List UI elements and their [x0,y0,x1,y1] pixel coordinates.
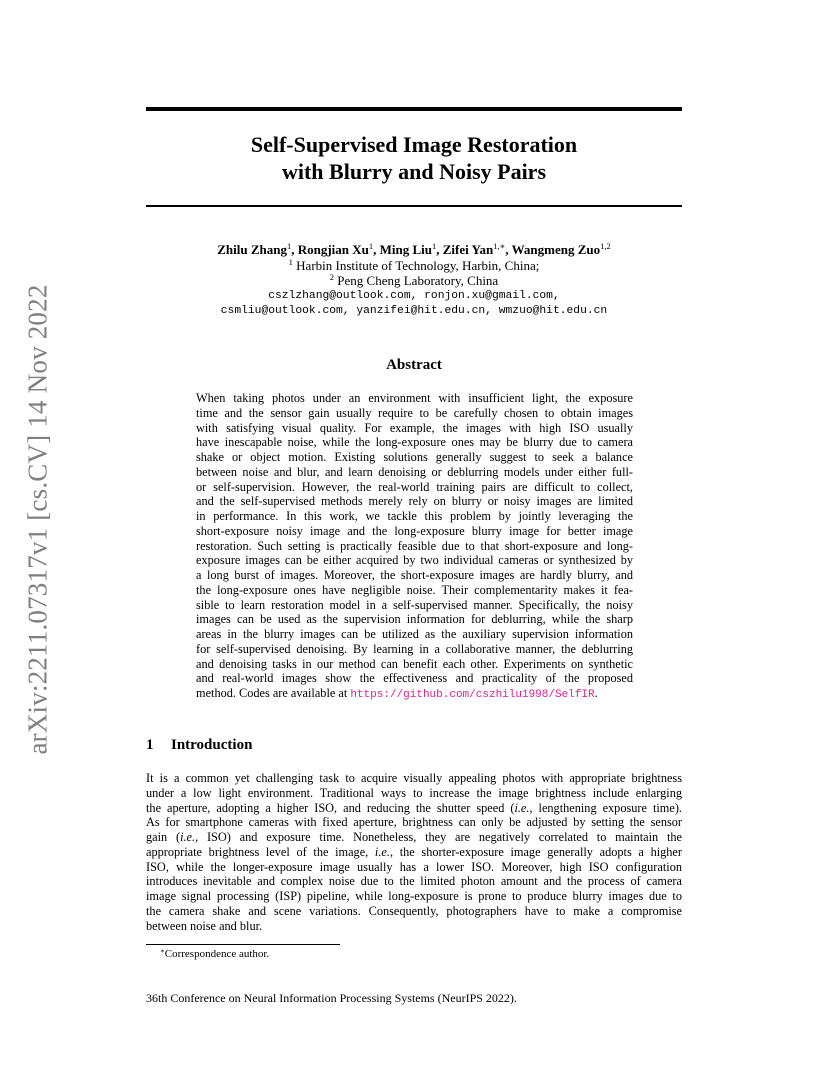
text-run: It is a common yet challenging task to acquire visually appealing photos with appropriate brightness [146,771,682,785]
abstract-line: the long-exposure ones have negligible noise. Their complementarity makes it fea- [196,582,633,597]
author-name: Zhilu Zhang [217,242,287,257]
abstract-line: sible to learn restoration model in a self-supervised manner. Specifically, the noisy [196,597,633,612]
introduction-line [146,845,682,860]
abstract-body [196,391,633,686]
abstract-line: and the self-supervised methods merely rely on blurry or noisy images are limited [196,494,633,509]
abstract-line: images can be used as the supervision information for deblurring, while the sharp [196,612,633,627]
text-run: , ISO) and exposure time. Nonetheless, they are negatively correlated to maintain the [195,830,682,844]
author-separator: , [505,242,512,257]
title-line-2: with Blurry and Noisy Pairs [281,159,547,184]
title-rule-top [146,107,682,111]
abstract-heading: Abstract [386,357,442,373]
italic-text: i.e. [180,830,196,844]
abstract-last-line-prefix: method. Codes are available at [196,686,351,700]
author-name: Rongjian Xu [297,242,369,257]
text-run: As for smartphone cameras with fixed aperture, brightness can only be adjusted by setting the sensor [146,815,682,830]
introduction-line [146,771,682,786]
text-run: the aperture, adopting a higher ISO, and reducing the shutter speed ( [146,800,515,815]
footnote-rule [146,944,340,945]
introduction-line [146,786,682,801]
text-run: the camera shake and scene variations. Consequently, photographers have to make a compromise [146,903,682,918]
author-separator: , [436,242,443,257]
footnote-marker: ∗ [160,947,165,955]
author-separator: , [291,242,298,257]
introduction-body [146,771,682,933]
abstract-line: for self-supervised denoising. By learning in a collaborative manner, the deblurring [196,641,633,656]
abstract-line: with satisfying visual quality. For example, the images with high ISO usually [196,420,633,435]
abstract-line: shake or object motion. Existing solutions generally suggest to seek a balance [196,450,633,464]
text-run: appropriate brightness level of the image, [146,844,375,859]
abstract-line: and real-world images show the effectiveness and practicality of the proposed [196,671,633,686]
title-rule-bottom [146,205,682,207]
author-name: Ming Liu [379,242,433,257]
abstract-line: a long burst of images. Moreover, the short-exposure images are hardly blurry, and [196,568,633,582]
author-separator: , [373,242,380,257]
abstract-last-line [196,686,633,703]
abstract-line: restoration. Such setting is practically feasible due to that short-exposure and long- [196,538,633,553]
introduction-line [146,889,682,904]
abstract-line: or self-supervision. However, the real-world training pairs are difficult to collect, [196,479,633,494]
title-line-1: Self-Supervised Image Restoration [250,132,578,157]
text-run: introduces inevitable and complex noise due to the limited photon amount and the process of camera [146,874,682,889]
abstract-line: in performance. In this work, we tackle this problem by jointly leveraging the [196,509,633,523]
author-affiliation-marker: 1,∗ [493,241,506,251]
text-run: gain ( [146,830,181,844]
introduction-line [146,815,682,830]
abstract-line: time and the sensor gain usually require to be carefully chosen to obtain images [196,405,633,420]
introduction-line [146,904,682,919]
abstract-last-line-suffix: . [594,686,598,700]
text-run: between noise and blur. [146,918,263,933]
abstract-line: short-exposure noisy image and the long-exposure blurry image for better image [196,523,633,538]
introduction-line [146,874,682,889]
text-run: under a low light environment. Traditional ways to increase the image brightness include enlarging [146,785,682,800]
introduction-line [146,919,682,934]
text-run: , the shorter-exposure image generally adopts a higher [389,844,682,859]
text-run: ISO, while the longer-exposure image usually has a lower ISO. Moreover, high ISO configuration [146,859,682,874]
abstract-line: between noise and blur, and learn denoising or deblurring models under either full- [196,464,633,479]
section-title: Introduction [171,737,253,753]
conference-footer: 36th Conference on Neural Information Processing Systems (NeurIPS 2022). [146,991,517,1005]
affiliation-2 [146,273,682,289]
author-emails-line-2: csmliu@outlook.com, yanzifei@hit.edu.cn, wmzuo@hit.edu.cn [220,305,608,317]
author-affiliation-marker: 1 [286,241,292,251]
author-name: Wangmeng Zuo [511,242,601,257]
italic-text: i.e. [374,844,390,859]
section-number: 1 [146,737,154,753]
introduction-line [146,860,682,875]
affiliation-2-text: Peng Cheng Laboratory, China [337,273,499,288]
introduction-line [146,830,682,845]
author-emails-line-1: cszlzhang@outlook.com, ronjon.xu@gmail.com, [268,289,560,302]
italic-text: i.e. [514,800,530,815]
footnote-text: Correspondence author. [164,948,270,960]
section-heading-introduction [146,737,682,754]
abstract-line: When taking photos under an environment with insufficient light, the exposure [196,391,633,405]
affiliation-1-text: Harbin Institute of Technology, Harbin, China; [296,257,540,273]
arxiv-sidebar [22,282,54,757]
author-affiliation-marker: 1 [432,241,437,251]
author-affiliation-marker: 1,2 [600,241,611,251]
footnote [160,948,269,960]
affiliation-2-marker: 2 [329,272,335,282]
paper-title [146,131,682,185]
text-run: image signal processing (ISP) pipeline, while long-exposure is prone to produce blurry images due to [146,889,682,903]
abstract-line: have inescapable noise, while the long-exposure ones may be blurry due to camera [196,435,633,450]
arxiv-identifier: arXiv:2211.07317v1 [cs.CV] 14 Nov 2022 [22,284,53,755]
author-names [146,242,682,258]
author-affiliation-marker: 1 [368,241,374,251]
abstract-line: areas in the blurry images can be utilized as the auxiliary supervision information [196,627,633,641]
affiliation-1-marker: 1 [288,256,293,267]
code-link[interactable]: https://github.com/cszhilu1998/SelfIR [350,689,595,701]
text-run: , lengthening exposure time). [529,800,682,815]
abstract-line: exposure images can be either acquired by two individual cameras or synthesized by [196,553,633,568]
abstract-line: and denoising tasks in our method can benefit each other. Experiments on synthetic [196,656,633,671]
author-block [146,242,682,320]
author-name: Zifei Yan [442,242,494,257]
introduction-line [146,801,682,816]
affiliation-1 [146,258,682,274]
